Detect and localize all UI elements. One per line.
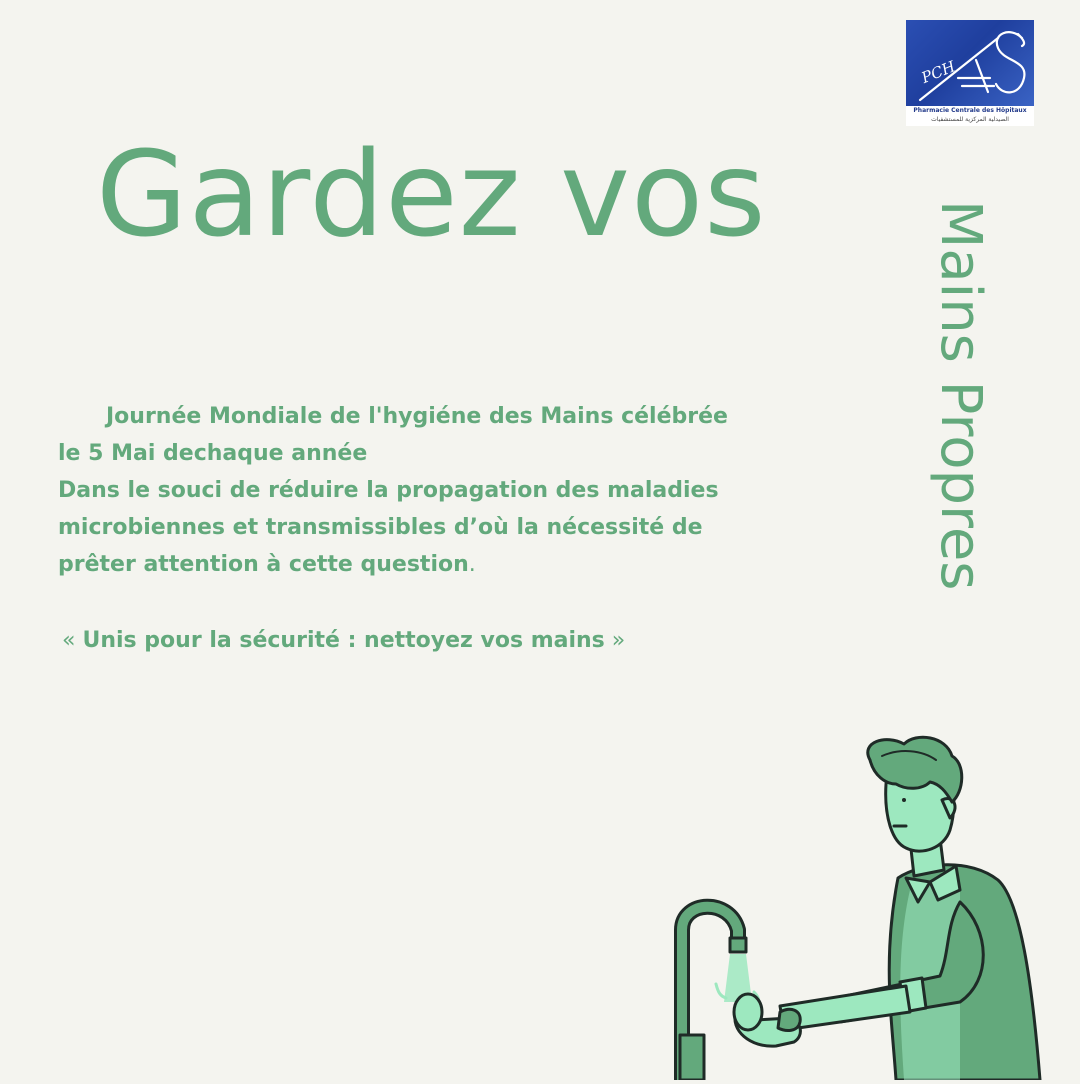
body-line-5-wrap	[58, 546, 788, 583]
body-line-5: prêter attention à cette question	[58, 552, 469, 577]
pch-logo	[906, 20, 1034, 126]
body-line-3: Dans le souci de réduire la propagation des maladies	[58, 478, 719, 503]
logo-initials: PCH	[918, 57, 958, 88]
logo-emblem-icon	[906, 20, 1034, 106]
body-line-5-end: .	[468, 552, 476, 577]
slogan	[62, 622, 625, 659]
slogan-open-quote: «	[62, 628, 76, 653]
body-paragraph	[58, 398, 788, 583]
vertical-title: Mains Propres	[928, 200, 993, 591]
body-line-1: Journée Mondiale de l'hygiéne des Mains célébrée	[106, 404, 728, 429]
body-line-4: microbiennes et transmissibles d’où la nécessité de	[58, 515, 703, 540]
page-title: Gardez vos	[96, 125, 767, 263]
logo-name-fr: Pharmacie Centrale des Hôpitaux	[913, 107, 1027, 114]
man-washing-hands-illustration	[660, 730, 1080, 1080]
slogan-close-quote: »	[611, 628, 626, 653]
man-washing-hands-icon	[660, 730, 1080, 1080]
body-line-2: le 5 Mai dechaque année	[58, 441, 368, 466]
slogan-text: Unis pour la sécurité : nettoyez vos mains	[82, 628, 605, 653]
logo-emblem	[906, 20, 1034, 106]
logo-name-ar: الصيدلية المركزية للمستشفيات	[931, 116, 1009, 123]
